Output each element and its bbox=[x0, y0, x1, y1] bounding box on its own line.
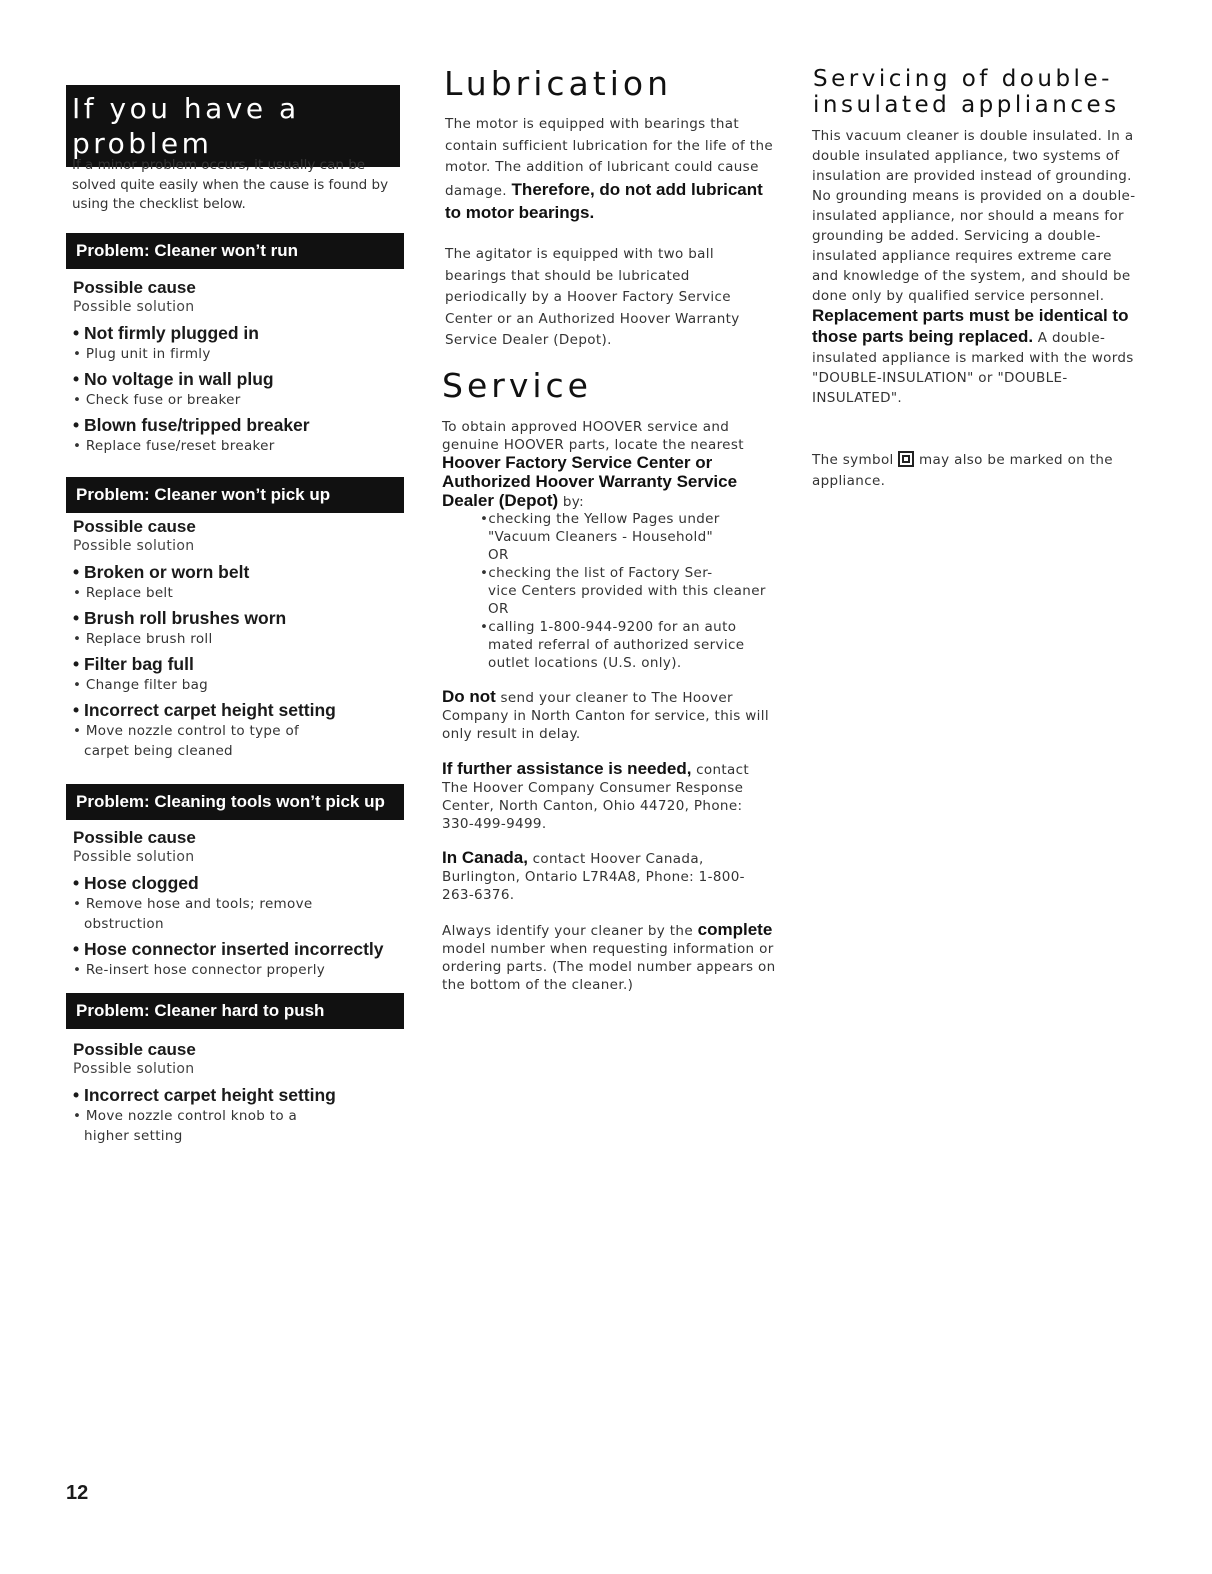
solution-item: • Replace brush roll bbox=[73, 631, 213, 647]
list-item bbox=[480, 564, 780, 618]
problem-section-wont-pick-up bbox=[73, 517, 403, 765]
solution-text: • Move nozzle control to type of bbox=[73, 723, 300, 739]
complete-bold: complete bbox=[697, 920, 773, 939]
identify-text-1: Always identify your cleaner by the bbox=[442, 923, 693, 939]
possible-cause-label: Possible cause bbox=[73, 278, 196, 297]
lubrication-heading: Lubrication bbox=[444, 64, 672, 103]
lubrication-warning: Therefore, do not add lubricant to motor bearings. bbox=[445, 179, 763, 222]
service-center-bold: Hoover Factory Service Center or Authorized Hoover Warranty Service Dealer (Depot) bbox=[442, 453, 738, 510]
assistance-text: contact The Hoover Company Consumer Response Center, North Canton, Ohio 44720, Phone: 330-499-9499. bbox=[442, 762, 750, 832]
problem-section-tools-wont-pick-up bbox=[73, 828, 403, 984]
lubrication-text: The motor is equipped with bearings that contain sufficient lubrication for the life of the motor. The addition of lubricant could cause damage. bbox=[445, 116, 773, 199]
solution-item bbox=[73, 1106, 403, 1146]
problem-header-tools-wont-pick-up: Problem: Cleaning tools won’t pick up bbox=[66, 784, 404, 820]
list-item bbox=[480, 510, 780, 564]
possible-cause-label: Possible cause bbox=[73, 1040, 196, 1059]
possible-solution-label: Possible solution bbox=[73, 538, 195, 554]
list-item-text: •calling 1-800-944-9200 for an auto bbox=[480, 619, 737, 635]
cause-item: • Filter bag full bbox=[73, 654, 194, 674]
cause-item: • Hose clogged bbox=[73, 873, 199, 893]
cause-item: • Broken or worn belt bbox=[73, 562, 250, 582]
cause-item: • Blown fuse/tripped breaker bbox=[73, 415, 310, 435]
canada-text: contact Hoover Canada, Burlington, Ontario L7R4A8, Phone: 1-800-263-6376. bbox=[442, 851, 745, 903]
solution-continuation: higher setting bbox=[84, 1128, 183, 1144]
list-item-continuation: "Vacuum Cleaners - Household" bbox=[488, 529, 714, 545]
cause-item: • Not firmly plugged in bbox=[73, 323, 259, 343]
symbol-text-start: The symbol bbox=[812, 452, 894, 468]
problem-section-hard-to-push bbox=[73, 1040, 403, 1150]
list-item-text: •checking the list of Factory Ser- bbox=[480, 565, 713, 581]
service-text-end: by: bbox=[562, 494, 585, 510]
possible-solution-label: Possible solution bbox=[73, 299, 195, 315]
list-item-continuation: mated referral of authorized service outlet locations (U.S. only). bbox=[488, 637, 745, 671]
do-not-text: send your cleaner to The Hoover Company in North Canton for service, this will only result in delay. bbox=[442, 690, 769, 742]
problem-header-hard-to-push: Problem: Cleaner hard to push bbox=[66, 993, 404, 1029]
symbol-text-end: may also be marked on the appliance. bbox=[812, 452, 1113, 489]
list-item-continuation: vice Centers provided with this cleaner OR bbox=[488, 583, 766, 617]
service-text: To obtain approved HOOVER service and genuine HOOVER parts, locate the nearest bbox=[442, 419, 744, 453]
double-insulated-text: This vacuum cleaner is double insulated. In a double insulated appliance, two systems of insulation are provided instead of grounding. No grounding means is provided on a double-insulated appliance, nor should a means for grounding be added. Servicing a double-insulated appliance requires extreme care and knowledge of the system, and should be done only by qualified service personnel. bbox=[812, 128, 1136, 304]
possible-cause-label: Possible cause bbox=[73, 828, 196, 847]
lubrication-paragraph-2: The agitator is equipped with two ball bearings that should be lubricated periodically by a Hoover Factory Service Center or an Authorized Hoover Warranty Service Dealer (Depot). bbox=[445, 246, 740, 348]
do-not-bold: Do not bbox=[442, 687, 496, 706]
double-insulation-symbol-icon bbox=[898, 451, 914, 467]
service-heading: Service bbox=[442, 366, 592, 405]
solution-item: • Plug unit in firmly bbox=[73, 346, 211, 362]
solution-item: • Check fuse or breaker bbox=[73, 392, 241, 408]
lubrication-paragraph-1 bbox=[445, 114, 780, 226]
problem-section-wont-run bbox=[73, 278, 403, 460]
service-paragraph-do-not bbox=[442, 688, 777, 743]
page-title: If you have a problem bbox=[66, 85, 400, 167]
double-insulated-heading: Servicing of double-insulated appliances bbox=[813, 66, 1120, 118]
list-item-or: OR bbox=[488, 547, 509, 563]
canada-bold: In Canada, bbox=[442, 848, 528, 867]
replacement-parts-bold: Replacement parts must be identical to those parts being replaced. bbox=[812, 306, 1129, 346]
double-insulated-end: A double-insulated appliance is marked with the words "DOUBLE-INSULATION" or "DOUBLE-INSULATED". bbox=[812, 330, 1134, 406]
identify-text-2: model number when requesting information or ordering parts. (The model number appears on the bottom of the cleaner.) bbox=[442, 941, 776, 993]
cause-item: • Incorrect carpet height setting bbox=[73, 700, 336, 720]
solution-item: • Replace belt bbox=[73, 585, 174, 601]
service-paragraph-1 bbox=[442, 418, 777, 511]
solution-item: • Re-insert hose connector properly bbox=[73, 962, 326, 978]
solution-continuation: carpet being cleaned bbox=[84, 743, 233, 759]
cause-item: • Hose connector inserted incorrectly bbox=[73, 939, 384, 959]
cause-item: • No voltage in wall plug bbox=[73, 369, 274, 389]
list-item bbox=[480, 618, 780, 672]
possible-cause-label: Possible cause bbox=[73, 517, 196, 536]
double-insulated-paragraph bbox=[812, 126, 1142, 408]
cause-item: • Incorrect carpet height setting bbox=[73, 1085, 336, 1105]
service-paragraph-assistance bbox=[442, 760, 772, 833]
service-options-list bbox=[480, 510, 780, 672]
service-paragraph-identify bbox=[442, 921, 777, 994]
service-paragraph-canada bbox=[442, 849, 762, 904]
page-number: 12 bbox=[66, 1482, 89, 1504]
solution-item: • Change filter bag bbox=[73, 677, 209, 693]
list-item-text: •checking the Yellow Pages under bbox=[480, 511, 720, 527]
intro-text: If a minor problem occurs, it usually can be solved quite easily when the cause is found by using the checklist below. bbox=[72, 157, 389, 212]
problem-header-wont-run: Problem: Cleaner won’t run bbox=[66, 233, 404, 269]
solution-text: • Remove hose and tools; remove bbox=[73, 896, 313, 912]
solution-item bbox=[73, 894, 403, 934]
possible-solution-label: Possible solution bbox=[73, 1061, 195, 1077]
solution-item bbox=[73, 721, 403, 761]
symbol-paragraph bbox=[812, 450, 1142, 492]
problem-header-wont-pick-up: Problem: Cleaner won’t pick up bbox=[66, 477, 404, 513]
solution-item: • Replace fuse/reset breaker bbox=[73, 438, 275, 454]
cause-item: • Brush roll brushes worn bbox=[73, 608, 287, 628]
solution-text: • Move nozzle control knob to a bbox=[73, 1108, 298, 1124]
assistance-bold: If further assistance is needed, bbox=[442, 759, 692, 778]
possible-solution-label: Possible solution bbox=[73, 849, 195, 865]
solution-continuation: obstruction bbox=[84, 916, 164, 932]
